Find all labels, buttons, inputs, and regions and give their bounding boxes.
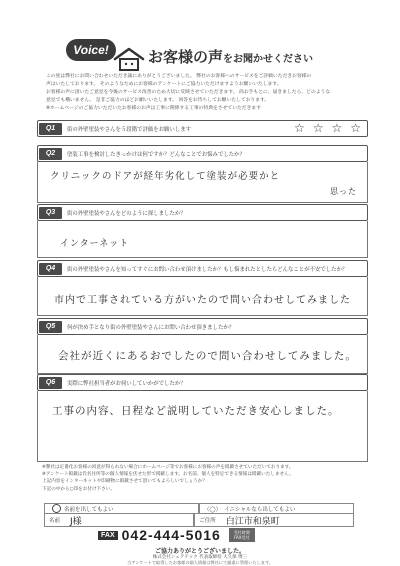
intro-line: この度は弊社にお問い合わせいただき誠にありがとうございました。 弊社のお客様へのサービスをご評価いただきお客様の xyxy=(46,74,312,79)
consent-label: 名前を出してもよい xyxy=(64,506,114,513)
question-number: Q3 xyxy=(39,207,62,219)
answer-box[interactable] xyxy=(37,391,368,462)
intro-line: 意見でも構いません。 是非ご協力のほどお願いいたします。 回答をお待ちしてお願いたしております。 xyxy=(46,98,270,103)
note-line: ※弊社は定番化お客様の同意が得られない場合にホームページ等でお客様にお客様の声を掲載させていただいております。 xyxy=(42,465,294,470)
voice-badge: Voice! xyxy=(66,39,116,61)
question-text: 街の外壁塗装やさんをどのように探しましたか？ xyxy=(67,210,186,217)
note-line: 下記の中から○印をお付け下さい。 xyxy=(42,486,115,492)
question-bar xyxy=(37,204,368,221)
question-text: 街の外壁塗装やさんを５段階で評価をお願いします xyxy=(67,126,191,133)
address-label: ご住所 xyxy=(199,518,216,524)
question-number: Q1 xyxy=(39,123,62,135)
answer-box[interactable] xyxy=(37,335,368,374)
radio-circle-icon[interactable] xyxy=(52,504,61,513)
answer-text: 工事の内容、日程など説明していただき安心しました。 xyxy=(52,405,340,417)
intro-line: ※ホームページのご協力いただいたお客様のお声は工事に関係する工事の特典をさせていただきます xyxy=(46,106,261,111)
question-bar xyxy=(37,145,368,162)
answer-text: 市内で工事されている方がいたので問い合わせしてみました xyxy=(54,295,351,306)
star-icon[interactable]: ☆ xyxy=(293,121,305,135)
selected-circle-icon: （◯） xyxy=(204,506,222,513)
answer-text: クリニックのドアが経年劣化して塗装が必要かと xyxy=(50,171,281,182)
name-value: J様 xyxy=(70,516,82,527)
star-icon[interactable]: ☆ xyxy=(350,121,361,135)
answer-text: 会社が近くにあるおでしたので問い合わせしてみました。 xyxy=(58,350,357,362)
question-text: 何が決め手となり街の外壁塗装やさんにお問い合わせ頂きましたか？ xyxy=(67,324,235,331)
note-line: 上記内容をインターネットや印刷物に掲載させて頂いてもよろしいでしょうか？ xyxy=(42,479,207,485)
answer-box[interactable] xyxy=(37,221,368,258)
name-field[interactable] xyxy=(44,514,194,527)
title-main: お客様の声 xyxy=(148,48,224,66)
consent-notes xyxy=(42,464,362,493)
answer-text: 思った xyxy=(330,187,357,196)
fax-box-line: 受付時間 xyxy=(233,530,250,535)
house-icon xyxy=(112,46,146,72)
answer-box[interactable] xyxy=(37,162,368,203)
question-bar xyxy=(37,260,368,277)
name-label: 名前 xyxy=(49,518,61,524)
address-value: 白江市和泉町 xyxy=(225,516,280,527)
question-4 xyxy=(37,260,368,316)
fax-box-line: FAX受付 xyxy=(234,535,250,540)
question-1 xyxy=(37,120,368,137)
answer-box[interactable] xyxy=(37,277,368,316)
address-field[interactable] xyxy=(194,514,354,527)
star-icon[interactable]: ☆ xyxy=(331,121,343,135)
question-number: Q4 xyxy=(39,263,62,275)
fax-number: 042-444-5016 xyxy=(121,527,221,543)
thanks-text: ご協力ありがとうございました。 xyxy=(154,548,245,555)
fax-badge: FAX xyxy=(98,531,118,540)
question-number: Q6 xyxy=(39,377,62,389)
intro-text xyxy=(46,73,366,113)
question-text: 塗装工事を検討したきっかけは何ですか？どんなことでお悩みでしたか？ xyxy=(67,151,245,158)
privacy-footnote: 当アンケートで取得したお客様の個人情報は弊社にて厳重に管理いたします。 xyxy=(127,560,273,565)
question-bar xyxy=(37,120,368,137)
fax-hours-box xyxy=(229,528,255,542)
question-number: Q2 xyxy=(39,148,62,160)
company-text: 株式会社シェアテック 代表取締役 大久保 博三 xyxy=(152,555,248,560)
consent-option-name[interactable] xyxy=(44,503,199,514)
consent-options xyxy=(44,503,354,514)
question-2 xyxy=(37,145,368,203)
question-bar xyxy=(37,374,368,391)
intro-line: お客様の声に頂いたご意見を今後のサービス改善のため大切に反映させていただきます。 尚お手もとに、届きましたら、どのような xyxy=(46,90,331,95)
star-icon[interactable]: ☆ xyxy=(312,121,324,135)
question-5 xyxy=(37,318,368,374)
question-6 xyxy=(37,374,368,462)
intro-line: 声はいたしております。 そのようなためにお客様のアンケートにご協力いただけますようお願いいたします。 xyxy=(46,82,282,87)
question-number: Q5 xyxy=(39,321,62,333)
page-title xyxy=(148,46,313,67)
fax-row xyxy=(98,527,255,543)
name-address-row xyxy=(44,514,354,527)
question-3 xyxy=(37,204,368,258)
answer-text: インターネット xyxy=(60,239,130,249)
question-text: 実際に弊社担当者がお伺いしていかがでしたか？ xyxy=(67,380,186,387)
question-text: 街の外壁塗装やさんを知ってすぐにお問い合わせ頂けましたか？もし悩まれたとしたらどんなことが不安でしたか？ xyxy=(67,266,348,273)
consent-option-initial[interactable] xyxy=(199,503,354,514)
note-line: ※アンケート掲載は氏名住所等の個人情報を伏せた形で掲載します。お名前、個人を特定できる情報は掲載いたしません。 xyxy=(42,472,294,478)
consent-label: イニシャルなら出してもよい xyxy=(224,506,296,513)
title-tail: をお聞かせください xyxy=(223,54,314,65)
question-bar xyxy=(37,318,368,335)
rating-stars[interactable] xyxy=(294,122,361,134)
